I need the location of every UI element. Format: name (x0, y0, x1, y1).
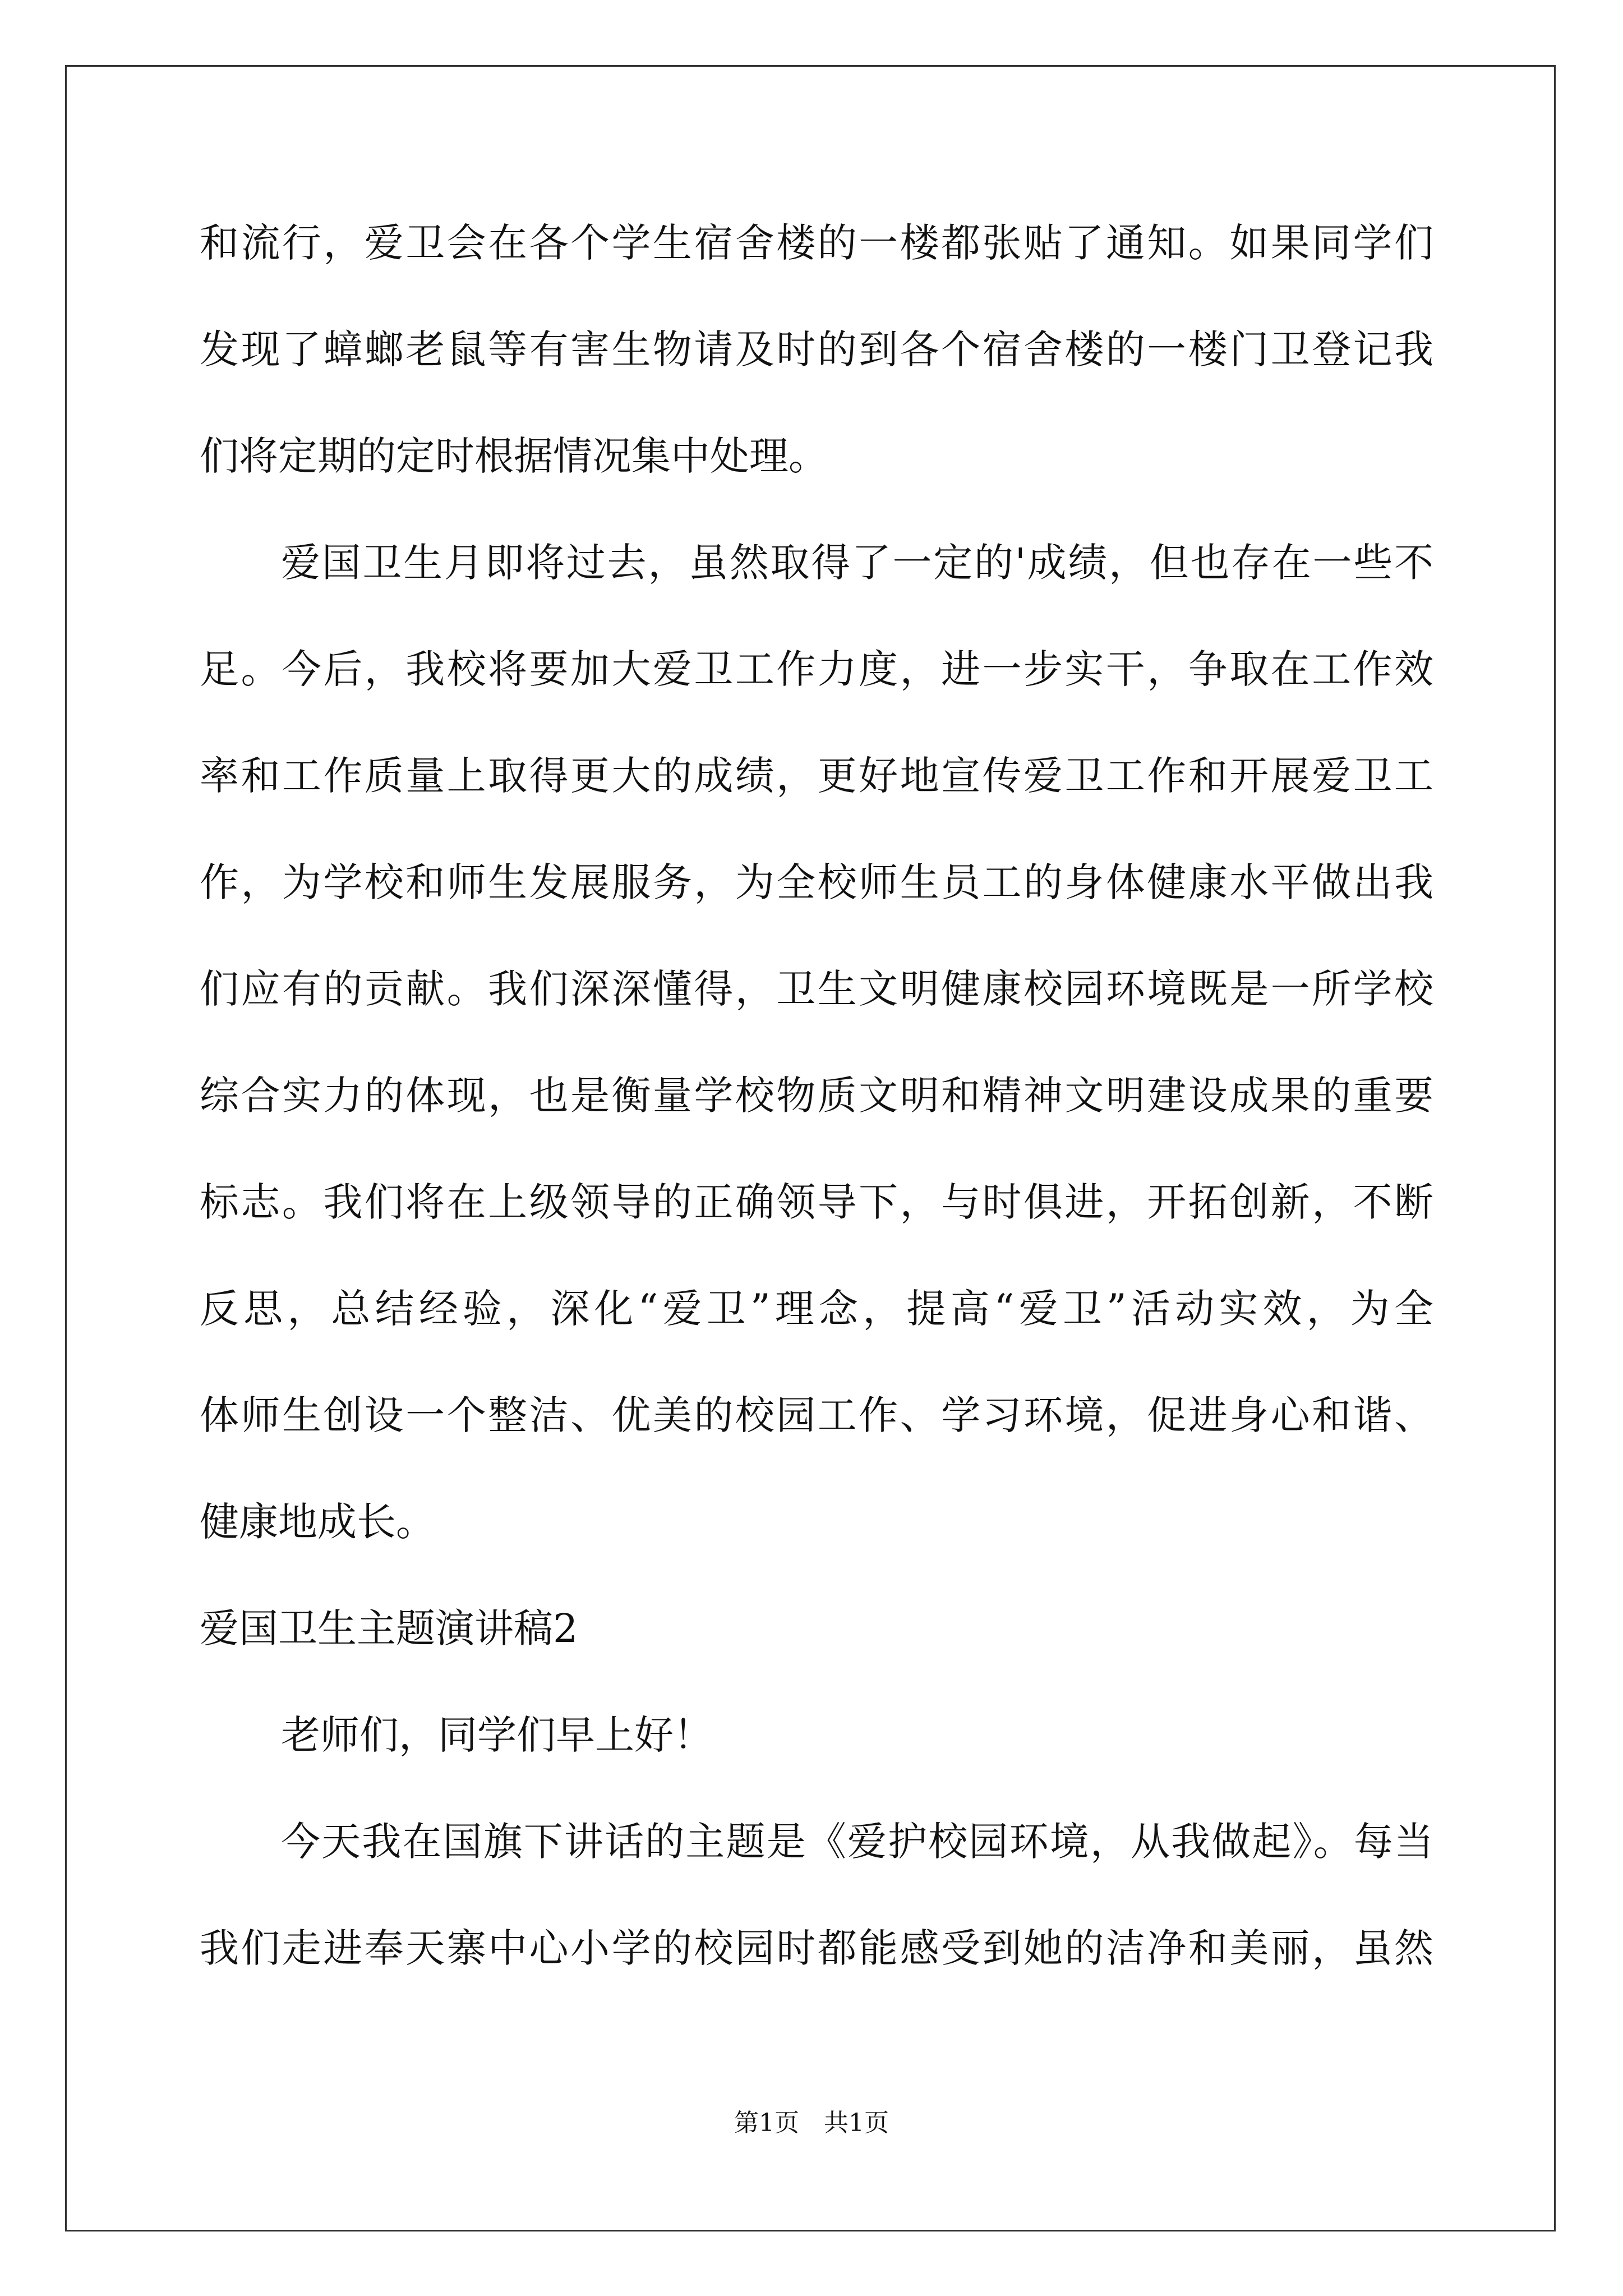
page-total: 共1页 (824, 2109, 889, 2137)
body-text-line: 作，为学校和师生发展服务，为全校师生员工的身体健康水平做出我 (200, 859, 1433, 905)
body-text-line: 健康地成长。 (200, 1499, 435, 1545)
page-number: 第1页 (734, 2109, 799, 2137)
paragraph-start-line: 今天我在国旗下讲话的主题是《爱护校园环境，从我做起》。每当 (281, 1819, 1433, 1865)
body-text-line: 率和工作质量上取得更大的成绩，更好地宣传爱卫工作和开展爱卫工 (200, 753, 1433, 799)
body-text-line: 反思，总结经验，深化“爱卫”理念，提高“爱卫”活动实效，为全 (200, 1286, 1433, 1332)
body-text-line: 我们走进奉天寨中心小学的校园时都能感受到她的洁净和美丽，虽然 (200, 1925, 1433, 1971)
body-text-line: 和流行，爱卫会在各个学生宿舍楼的一楼都张贴了通知。如果同学们 (200, 220, 1433, 266)
body-text-line: 发现了蟑螂老鼠等有害生物请及时的到各个宿舍楼的一楼门卫登记我 (200, 326, 1433, 372)
body-text-line: 们应有的贡献。我们深深懂得，卫生文明健康校园环境既是一所学校 (200, 966, 1433, 1012)
section-heading: 爱国卫生主题演讲稿2 (200, 1605, 578, 1651)
greeting-line: 老师们，同学们早上好！ (281, 1712, 713, 1758)
body-text-line: 标志。我们将在上级领导的正确领导下，与时俱进，开拓创新，不断 (200, 1179, 1433, 1225)
body-text-line: 综合实力的体现，也是衡量学校物质文明和精神文明建设成果的重要 (200, 1073, 1433, 1119)
paragraph-start-line: 爱国卫生月即将过去，虽然取得了一定的'成绩，但也存在一些不 (281, 540, 1433, 586)
body-text-line: 体师生创设一个整洁、优美的校园工作、学习环境，促进身心和谐、 (200, 1392, 1433, 1438)
body-text-line: 们将定期的定时根据情况集中处理。 (200, 433, 828, 479)
page-footer (0, 2106, 1623, 2140)
body-text-line: 足。今后，我校将要加大爱卫工作力度，进一步实干，争取在工作效 (200, 646, 1433, 692)
